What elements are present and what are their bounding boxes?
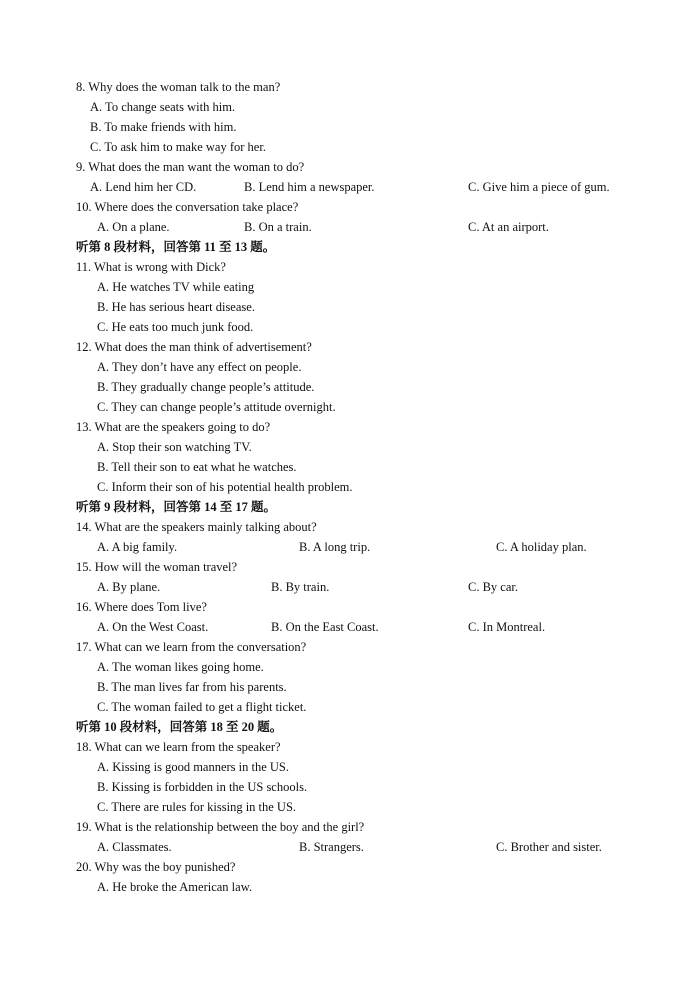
question-16-options — [0, 617, 699, 637]
question-19-options — [0, 837, 699, 857]
question-16-option-b: B. On the East Coast. — [271, 620, 379, 634]
question-17-option-c: C. The woman failed to get a flight ticket. — [97, 700, 307, 714]
question-17-option-b: B. The man lives far from his parents. — [97, 680, 287, 694]
question-19-stem: 19. What is the relationship between the boy and the girl? — [76, 820, 365, 834]
question-8-stem: 8. Why does the woman talk to the man? — [76, 80, 281, 94]
question-8-option-a: A. To change seats with him. — [90, 100, 236, 114]
question-14-option-c: C. A holiday plan. — [496, 540, 587, 554]
question-15-stem: 15. How will the woman travel? — [76, 560, 238, 574]
section-9-heading: 听第 9 段材料，回答第 14 至 17 题。 — [76, 500, 277, 514]
question-18-option-a: A. Kissing is good manners in the US. — [97, 760, 290, 774]
question-9-option-a: A. Lend him her CD. — [90, 180, 197, 194]
question-11-option-b: B. He has serious heart disease. — [97, 300, 255, 314]
question-14-options — [0, 537, 699, 557]
question-9-option-b: B. Lend him a newspaper. — [244, 180, 375, 194]
question-13-stem: 13. What are the speakers going to do? — [76, 420, 271, 434]
question-14-stem: 14. What are the speakers mainly talking about? — [76, 520, 317, 534]
question-9-stem: 9. What does the man want the woman to do? — [76, 160, 305, 174]
question-15-option-b: B. By train. — [271, 580, 330, 594]
question-11-option-a: A. He watches TV while eating — [97, 280, 255, 294]
question-19-option-c: C. Brother and sister. — [496, 840, 602, 854]
question-18-option-b: B. Kissing is forbidden in the US schools. — [97, 780, 308, 794]
question-16-option-c: C. In Montreal. — [468, 620, 546, 634]
question-15-options — [0, 577, 699, 597]
question-13-option-c: C. Inform their son of his potential health problem. — [97, 480, 353, 494]
question-12-stem: 12. What does the man think of advertisement? — [76, 340, 312, 354]
question-12-option-b: B. They gradually change people’s attitude. — [97, 380, 315, 394]
question-11-option-c: C. He eats too much junk food. — [97, 320, 254, 334]
question-15-option-a: A. By plane. — [97, 580, 161, 594]
question-13-option-b: B. Tell their son to eat what he watches. — [97, 460, 297, 474]
question-16-option-a: A. On the West Coast. — [97, 620, 209, 634]
question-16-stem: 16. Where does Tom live? — [76, 600, 207, 614]
question-17-stem: 17. What can we learn from the conversation? — [76, 640, 307, 654]
question-19-option-a: A. Classmates. — [97, 840, 172, 854]
question-10-option-c: C. At an airport. — [468, 220, 549, 234]
question-11-stem: 11. What is wrong with Dick? — [76, 260, 226, 274]
question-20-stem: 20. Why was the boy punished? — [76, 860, 236, 874]
question-19-option-b: B. Strangers. — [299, 840, 364, 854]
question-15-option-c: C. By car. — [468, 580, 518, 594]
question-12-option-a: A. They don’t have any effect on people. — [97, 360, 302, 374]
question-8-option-b: B. To make friends with him. — [90, 120, 237, 134]
section-8-heading: 听第 8 段材料，回答第 11 至 13 题。 — [76, 240, 276, 254]
question-13-option-a: A. Stop their son watching TV. — [97, 440, 252, 454]
question-10-option-a: A. On a plane. — [97, 220, 170, 234]
question-14-option-a: A. A big family. — [97, 540, 178, 554]
question-20-option-a: A. He broke the American law. — [97, 880, 253, 894]
question-12-option-c: C. They can change people’s attitude overnight. — [97, 400, 336, 414]
question-9-option-c: C. Give him a piece of gum. — [468, 180, 610, 194]
question-18-stem: 18. What can we learn from the speaker? — [76, 740, 281, 754]
question-8-option-c: C. To ask him to make way for her. — [90, 140, 266, 154]
question-10-option-b: B. On a train. — [244, 220, 312, 234]
section-10-heading: 听第 10 段材料，回答第 18 至 20 题。 — [76, 720, 283, 734]
question-10-stem: 10. Where does the conversation take place? — [76, 200, 299, 214]
question-10-options — [0, 217, 699, 237]
question-17-option-a: A. The woman likes going home. — [97, 660, 264, 674]
question-9-options — [0, 177, 699, 197]
question-18-option-c: C. There are rules for kissing in the US. — [97, 800, 297, 814]
question-14-option-b: B. A long trip. — [299, 540, 371, 554]
